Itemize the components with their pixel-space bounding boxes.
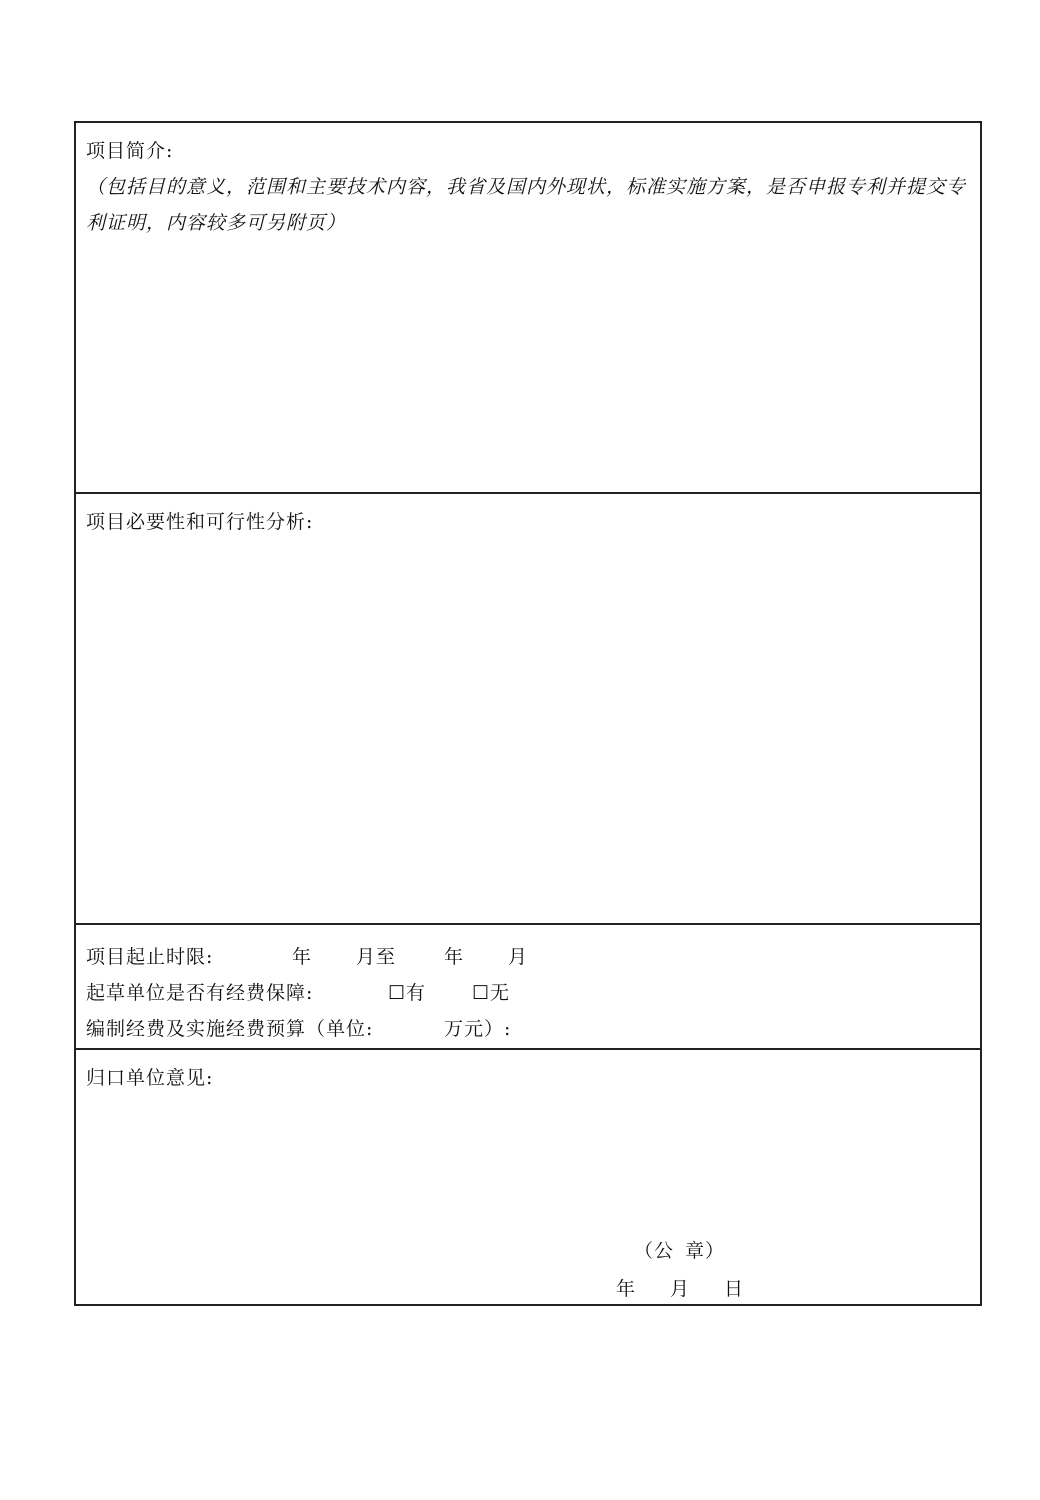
project-intro-hint: （包括目的意义，范围和主要技术内容，我省及国内外现状，标准实施方案，是否申报专利并提交专利证明，内容较多可另附页） — [86, 176, 967, 234]
project-intro-section — [76, 123, 980, 494]
official-seal-label: （公 章） — [634, 1240, 726, 1262]
feasibility-analysis-label: 项目必要性和可行性分析: — [86, 511, 314, 533]
date-month-label: 月 — [670, 1278, 691, 1300]
budget-row — [86, 1011, 970, 1047]
budget-label: 编制经费及实施经费预算（单位: — [86, 1018, 374, 1040]
authority-opinion-label: 归口单位意见: — [86, 1067, 214, 1089]
feasibility-analysis-section — [76, 494, 980, 925]
start-month-to-label: 月至 — [356, 946, 397, 968]
funding-guarantee-label: 起草单位是否有经费保障: — [86, 982, 314, 1004]
date-year-label: 年 — [616, 1278, 637, 1300]
timeline-funding-section — [76, 925, 980, 1050]
project-period-label: 项目起止时限: — [86, 946, 214, 968]
end-month-label: 月 — [508, 946, 529, 968]
application-form-table — [74, 121, 982, 1306]
funding-yes-option[interactable]: ☐有 — [388, 982, 427, 1004]
end-year-label: 年 — [444, 946, 465, 968]
budget-unit-label: 万元）: — [444, 1018, 512, 1040]
project-period-row — [86, 939, 970, 975]
funding-no-option[interactable]: ☐无 — [472, 982, 511, 1004]
authority-opinion-section — [76, 1050, 980, 1304]
date-day-label: 日 — [724, 1278, 745, 1300]
funding-guarantee-row — [86, 975, 970, 1011]
project-intro-label: 项目简介: — [86, 140, 174, 162]
start-year-label: 年 — [292, 946, 313, 968]
